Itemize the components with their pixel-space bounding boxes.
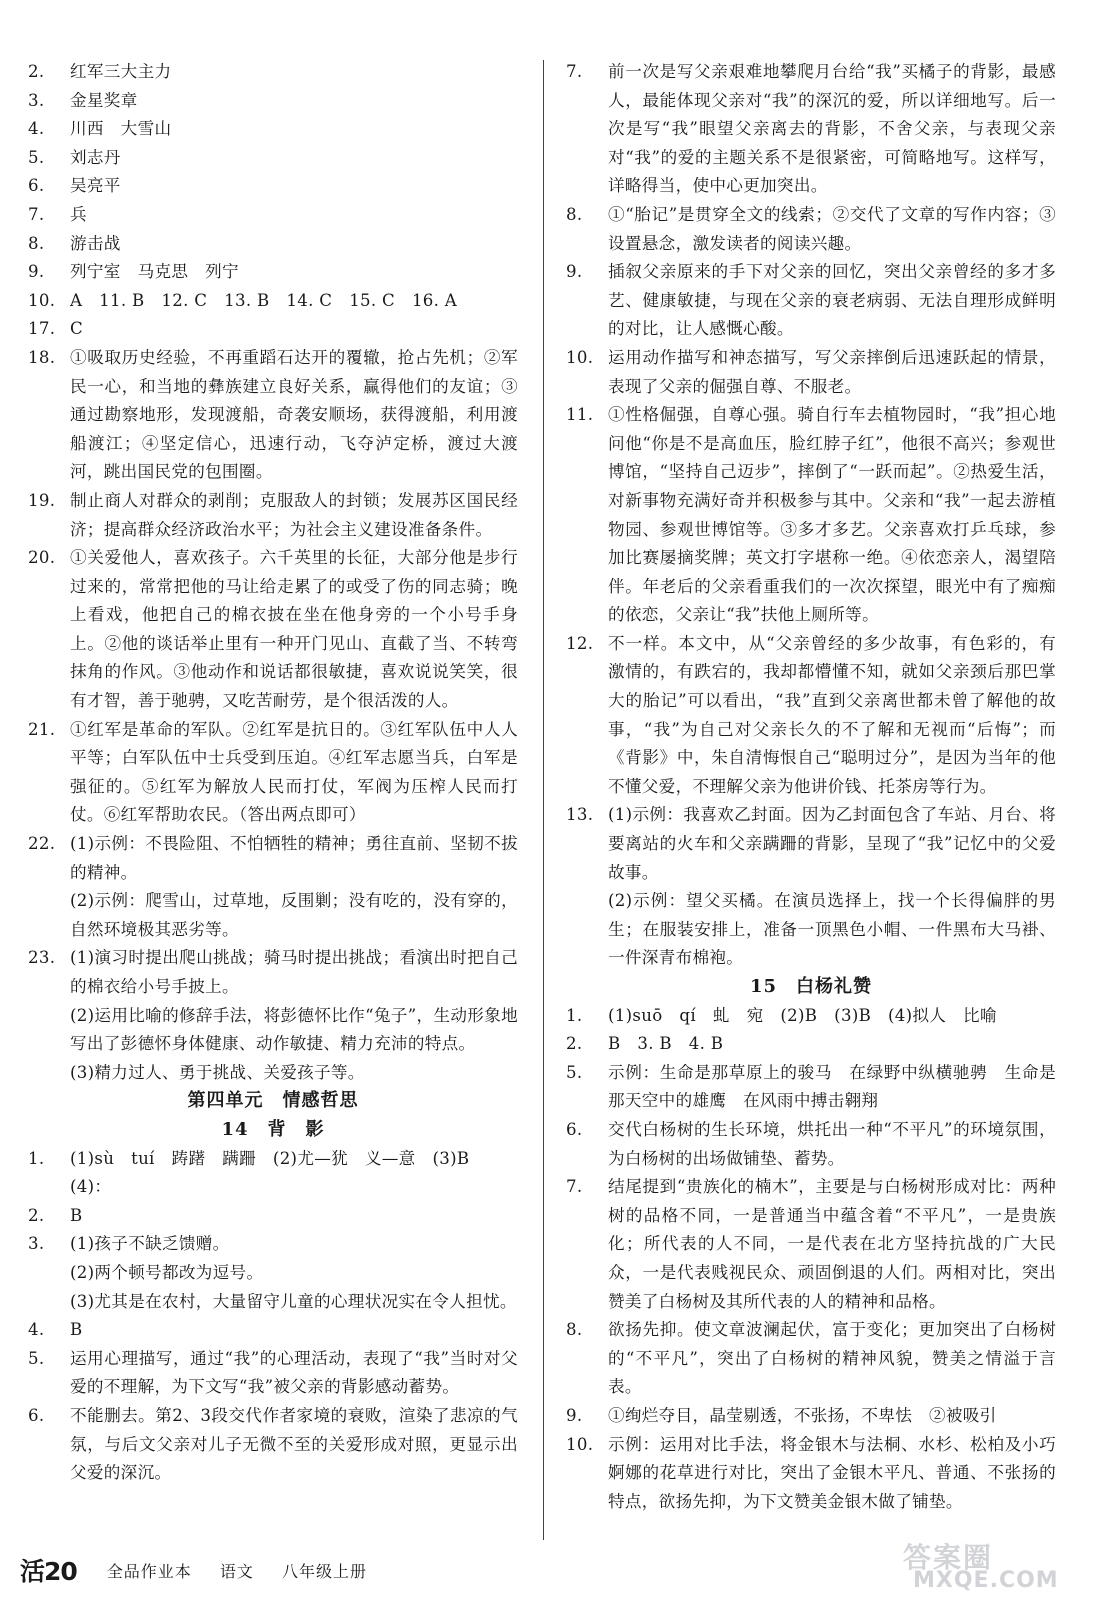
item-number: 12. xyxy=(566,633,594,653)
left-column xyxy=(28,58,518,1488)
item-text: 运用动作描写和神态描写，写父亲摔倒后迅速跃起的情景，表现了父亲的倔强自尊、不服老。 xyxy=(608,347,1056,396)
item-subanswer: (2)运用比喻的修辞手法，将彭德怀比作“兔子”，生动形象地写出了彭德怀身体健康、动作敏捷、精力充沛的特点。 xyxy=(70,1005,518,1054)
item-text: ①红军是革命的军队。②红军是抗日的。③红军队伍中人人平等；白军队伍中士兵受到压迫。④红军志愿当兵，白军是强征的。⑤红军为解放人民而打仗，军阀为压榨人民而打仗。⑥红军帮助农民。（答出两点即可） xyxy=(70,719,518,825)
answer-item xyxy=(28,944,518,1087)
item-text: C xyxy=(70,319,83,339)
watermark-logo xyxy=(903,1532,1088,1594)
item-text: 金星奖章 xyxy=(70,90,138,110)
answer-item xyxy=(566,1059,1056,1116)
item-text: B xyxy=(70,1205,83,1225)
item-number: 17. xyxy=(28,319,56,339)
answer-item xyxy=(28,87,518,116)
item-text: 游击战 xyxy=(70,233,121,253)
item-text: ①“胎记”是贯穿全文的线索；②交代了文章的写作内容；③设置悬念，激发读者的阅读兴趣。 xyxy=(608,204,1056,253)
grade-label: 八年级上册 xyxy=(282,1561,368,1581)
answer-item xyxy=(566,1402,1056,1431)
column-divider xyxy=(543,60,544,1540)
item-number: 9. xyxy=(566,262,583,282)
answer-item xyxy=(566,1431,1056,1517)
item-number: 6. xyxy=(28,1405,45,1425)
item-number: 2. xyxy=(566,1034,583,1054)
item-number: 10. xyxy=(566,1434,594,1454)
item-number: 3. xyxy=(28,90,45,110)
item-number: 6. xyxy=(28,176,45,196)
answer-item xyxy=(28,716,518,830)
item-number: 1. xyxy=(28,1148,45,1168)
answer-item xyxy=(28,115,518,144)
item-text: 制止商人对群众的剥削；克服敌人的封锁；发展苏区国民经济；提高群众经济政治水平；为社会主义建设准备条件。 xyxy=(70,490,518,539)
answer-item xyxy=(28,544,518,716)
answer-item xyxy=(28,830,518,944)
item-text: 吴亮平 xyxy=(70,176,121,196)
answer-item xyxy=(28,1316,518,1345)
answer-item xyxy=(566,630,1056,802)
item-number: 5. xyxy=(28,1348,45,1368)
item-text: 兵 xyxy=(70,204,87,224)
item-subanswer: (3)尤其是在农村，大量留守儿童的心理状况实在令人担忧。 xyxy=(70,1291,517,1311)
item-number: 2. xyxy=(28,1205,45,1225)
right-column xyxy=(566,58,1056,1516)
item-number: 11. xyxy=(566,405,594,425)
item-text: 结尾提到“贵族化的楠木”，主要是与白杨树形成对比：两种树的品格不同，一是普通当中蕴含着“不平凡”，一是贵族化；所代表的人不同，一是代表在北方坚持抗战的广大民众，一是代表贱视民众、顽固倒退的人们。两相对比，突出赞美了白杨树及其所代表的人的精神和品格。 xyxy=(608,1177,1056,1311)
answer-item xyxy=(566,1030,1056,1059)
answer-item xyxy=(28,144,518,173)
answer-item xyxy=(28,201,518,230)
item-number: 8. xyxy=(566,1320,583,1340)
watermark-url: MXQE.COM xyxy=(913,1568,1059,1593)
item-number: 22. xyxy=(28,834,56,854)
item-text: B 3. B 4. B xyxy=(608,1034,724,1054)
section-heading: 第四单元 情感哲思 xyxy=(187,1090,359,1112)
item-text: 前一次是写父亲艰难地攀爬月台给“我”买橘子的背影，最感人，最能体现父亲对“我”的深沉的爱，所以详细地写。后一次是写“我”眼望父亲离去的背影，不舍父亲，与表现父亲对“我”的爱的主题关系不是很紧密，可简略地写。这样写，详略得当，使中心更加突出。 xyxy=(608,62,1056,196)
item-number: 1. xyxy=(566,1005,583,1025)
answer-item xyxy=(28,287,518,316)
answer-item xyxy=(566,344,1056,401)
item-text: 红军三大主力 xyxy=(70,62,172,81)
item-number: 21. xyxy=(28,719,56,739)
item-text: ①绚烂夺目，晶莹剔透，不张扬，不卑怯 ②被吸引 xyxy=(608,1405,997,1425)
item-text: (1)sù tuí 踌躇 蹒跚 (2)尤—犹 义—意 (3)B xyxy=(70,1148,470,1168)
item-number: 18. xyxy=(28,347,56,367)
answer-item xyxy=(566,258,1056,344)
item-text: 欲扬先抑。使文章波澜起伏，富于变化；更加突出了白杨树的“不平凡”，突出了白杨树的精神风貌，赞美之情溢于言表。 xyxy=(608,1320,1056,1397)
item-number: 2. xyxy=(28,62,45,81)
item-text: (1)suō qí 虬 宛 (2)B (3)B (4)拟人 比喻 xyxy=(608,1005,997,1025)
item-text: (1)示例：不畏险阻、不怕牺牲的精神；勇往直前、坚韧不拔的精神。 xyxy=(70,834,518,882)
answer-item xyxy=(566,1002,1056,1031)
page-number-mark: 活20 xyxy=(20,1557,77,1586)
item-subanswer: (2)两个顿号都改为逗号。 xyxy=(70,1262,264,1282)
section-heading: 15 白杨礼赞 xyxy=(749,976,873,997)
item-text: 列宁室 马克思 列宁 xyxy=(70,262,239,282)
item-text: (1)孩子不缺乏馈赠。 xyxy=(70,1234,230,1254)
item-text: 刘志丹 xyxy=(70,147,121,167)
item-number: 8. xyxy=(28,233,45,253)
item-number: 9. xyxy=(28,262,45,282)
item-subanswer: (3)精力过人、勇于挑战、关爱孩子等。 xyxy=(70,1062,365,1082)
item-number: 3. xyxy=(28,1234,45,1254)
item-number: 5. xyxy=(28,147,45,167)
watermark-text: 答案圈 xyxy=(903,1541,994,1574)
answer-item xyxy=(28,172,518,201)
item-number: 7. xyxy=(566,62,583,81)
item-number: 10. xyxy=(566,347,594,367)
item-number: 4. xyxy=(28,1320,45,1340)
answer-item xyxy=(566,801,1056,973)
item-number: 8. xyxy=(566,204,583,224)
item-number: 19. xyxy=(28,490,56,510)
item-number: 23. xyxy=(28,948,56,968)
page-footer xyxy=(20,1553,389,1587)
item-text: (1)演习时提出爬山挑战；骑马时提出挑战；看演出时把自己的棉衣给小号手披上。 xyxy=(70,948,518,996)
answer-item xyxy=(28,230,518,259)
subject-label: 语文 xyxy=(219,1561,254,1581)
item-text: ①关爱他人，喜欢孩子。六千英里的长征，大部分他是步行过来的，常常把他的马让给走累了的或受了伤的同志骑；晚上看戏，他把自己的棉衣披在坐在他身旁的一个小号手身上。②他的谈话举止里有一种开门见山、直截了当、不转弯抹角的作风。③他动作和说话都很敏捷，喜欢说说笑笑，很有才智，善于驰骋，又吃苦耐劳，是个很活泼的人。 xyxy=(70,548,518,711)
item-number: 9. xyxy=(566,1405,583,1425)
item-number: 6. xyxy=(566,1119,583,1139)
item-number: 20. xyxy=(28,548,56,568)
item-text: 示例：运用对比手法，将金银木与法桐、水杉、松柏及小巧婀娜的花草进行对比，突出了金银木平凡、普通、不张扬的特点，欲扬先抑，为下文赞美金银木做了铺垫。 xyxy=(608,1434,1056,1511)
answer-item xyxy=(566,1173,1056,1316)
item-text: 川西 大雪山 xyxy=(70,119,172,139)
answer-item xyxy=(28,1402,518,1488)
answer-item xyxy=(28,1202,518,1231)
item-number: 7. xyxy=(28,204,45,224)
item-text: ①吸取历史经验，不再重蹈石达开的覆辙，抢占先机；②军民一心，和当地的彝族建立良好关系，赢得他们的友谊；③通过勘察地形，发现渡船，奇袭安顺场，获得渡船，利用渡船渡江；④坚定信心，迅速行动，飞夺泸定桥，渡过大渡河，跳出国民党的包围圈。 xyxy=(70,347,518,482)
item-subanswer: (2)示例：爬雪山，过草地，反围剿；没有吃的，没有穿的，自然环境极其恶劣等。 xyxy=(70,891,518,939)
item-number: 7. xyxy=(566,1177,583,1197)
book-title: 全品作业本 xyxy=(106,1561,192,1581)
book-info xyxy=(107,1559,389,1582)
answer-item xyxy=(28,315,518,344)
item-text: 运用心理描写，通过“我”的心理活动，表现了“我”当时对父爱的不理解，为下文写“我”被父亲的背影感动蓄势。 xyxy=(70,1348,518,1397)
item-number: 13. xyxy=(566,805,594,825)
answer-item xyxy=(28,258,518,287)
item-text: (1)示例：我喜欢乙封面。因为乙封面包含了车站、月台、将要离站的火车和父亲蹒跚的背影，呈现了“我”记忆中的父爱故事。 xyxy=(608,805,1056,882)
item-text: A 11. B 12. C 13. B 14. C 15. C 16. A xyxy=(70,290,458,310)
answer-item xyxy=(566,401,1056,630)
section-heading: 14 背 影 xyxy=(221,1118,325,1140)
item-subanswer: (4)： xyxy=(70,1177,112,1197)
item-text: B xyxy=(70,1320,83,1340)
answer-item xyxy=(28,58,518,87)
answer-item xyxy=(28,487,518,544)
item-number: 10. xyxy=(28,290,56,310)
answer-item xyxy=(566,1116,1056,1173)
answer-item xyxy=(566,58,1056,201)
answer-item xyxy=(566,1316,1056,1402)
item-text: 不能删去。第2、3段交代作者家境的衰败，渲染了悲凉的气氛，与后文父亲对儿子无微不至的关爱形成对照，更显示出父爱的深沉。 xyxy=(70,1405,518,1483)
answer-item xyxy=(28,344,518,487)
answer-item xyxy=(28,1145,518,1202)
item-number: 4. xyxy=(28,119,45,139)
item-text: ①性格倔强，自尊心强。骑自行车去植物园时，“我”担心地问他“你是不是高血压，脸红脖子红”，他很不高兴；参观世博馆，“坚持自己迈步”，摔倒了“一跃而起”。②热爱生活，对新事物充满好奇并积极参与其中。父亲和“我”一起去游植物园、参观世博馆等。③多才多艺。父亲喜欢打乒乓球，参加比赛屡摘奖牌；英文打字堪称一绝。④依恋亲人，渴望陪伴。年老后的父亲看重我们的一次次探望，眼光中有了痴痴的依恋，父亲让“我”扶他上厕所等。 xyxy=(608,405,1056,625)
answer-item xyxy=(28,1230,518,1316)
item-text: 交代白杨树的生长环境，烘托出一种“不平凡”的环境氛围，为白杨树的出场做铺垫、蓄势。 xyxy=(608,1119,1056,1168)
item-text: 不一样。本文中，从“父亲曾经的多少故事，有色彩的，有激情的，有跌宕的，我却都懵懂不知，就如父亲颈后那巴掌大的胎记”可以看出，“我”直到父亲离世都未曾了解他的故事，“我”为自己对父亲长久的不了解和无视而“后悔”；而《背影》中，朱自清悔恨自己“聪明过分”，是因为当年的他不懂父爱，不理解父亲为他讲价钱、托茶房等行为。 xyxy=(608,633,1056,796)
answer-item xyxy=(28,1345,518,1402)
answer-item xyxy=(566,201,1056,258)
item-text: 示例：生命是那草原上的骏马 在绿野中纵横驰骋 生命是那天空中的雄鹰 在风雨中搏击翱翔 xyxy=(608,1062,1056,1111)
item-subanswer: (2)示例：望父买橘。在演员选择上，找一个长得偏胖的男生；在服装安排上，准备一顶黑色小帽、一件黑布大马褂、一件深青布棉袍。 xyxy=(608,891,1056,968)
item-text: 插叙父亲原来的手下对父亲的回忆，突出父亲曾经的多才多艺、健康敏捷，与现在父亲的衰老病弱、无法自理形成鲜明的对比，让人感慨心酸。 xyxy=(608,262,1056,339)
item-number: 5. xyxy=(566,1062,583,1082)
